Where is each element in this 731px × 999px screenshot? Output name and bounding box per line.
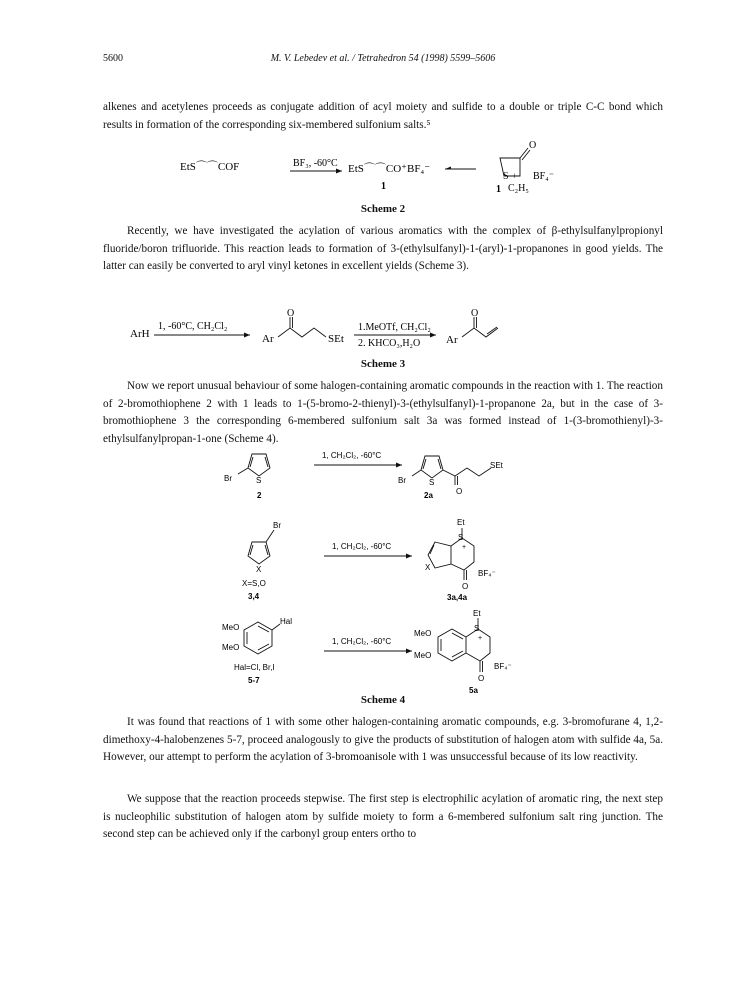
row3-product-et: Et	[473, 609, 481, 618]
row2-label: 3,4	[248, 592, 260, 601]
row2-product-label: 3a,4a	[447, 593, 468, 602]
scheme3-intermediate-chain	[278, 328, 326, 337]
scheme2-cyclic-plus: +	[512, 171, 518, 181]
row3-label: 5-7	[248, 676, 260, 685]
row1-thiophene-ring	[248, 454, 270, 476]
row2-product-o: O	[462, 582, 469, 591]
row3-product-s: S	[474, 624, 480, 633]
scheme2-cyclic-label: 1	[496, 184, 501, 195]
row3-product-o: O	[478, 674, 485, 683]
scheme3-intermediate-o: O	[287, 308, 295, 319]
row1-arrow-head	[396, 463, 402, 468]
row2-product-et: Et	[457, 518, 465, 527]
scheme2-cyclic-bf4: BF₄⁻	[533, 171, 554, 182]
row3-product-6ring	[466, 629, 490, 661]
running-title: M. V. Lebedev et al. / Tetrahedron 54 (1998) 5599–5606	[270, 53, 496, 64]
scheme3-intermediate-ar: Ar	[262, 333, 274, 345]
paragraph-1: alkenes and acetylenes proceeds as conjugate addition of acyl moiety and sulfide to a double or triple C-C bond which results in formation of the corresponding six-membered sulfonium salts.⁵	[103, 101, 663, 131]
row2-br: Br	[273, 521, 281, 530]
scheme3-reagent1: 1, -60°C, CH₂Cl₂	[158, 321, 228, 332]
row1-product-s: S	[429, 478, 435, 487]
scheme3-product-o: O	[471, 308, 479, 319]
scheme3-arrow2-head	[430, 333, 436, 338]
scheme2-cyclic-s: S	[503, 171, 509, 182]
row3-hal: Hal	[280, 617, 293, 626]
scheme2-co-double	[522, 150, 530, 160]
scheme2-co-bond	[520, 148, 528, 158]
row2-br-bond	[266, 530, 274, 542]
row2-product-5ring	[428, 542, 451, 568]
row1-product-ring	[421, 456, 443, 478]
scheme-2-figure	[180, 136, 580, 198]
row1-product-o: O	[456, 487, 463, 496]
scheme3-reactant: ArH	[130, 328, 150, 340]
row3-hal-def: Hal=Cl, Br,I	[234, 663, 275, 672]
scheme-4-caption: Scheme 4	[360, 694, 406, 706]
row1-product-set: SEt	[490, 461, 503, 470]
scheme4-row1	[224, 451, 504, 500]
row3-meo1: MeO	[222, 623, 240, 632]
scheme2-cyclic-o: O	[529, 140, 537, 151]
row1-br-bond	[238, 468, 248, 474]
row3-benzene-ring	[244, 622, 272, 654]
scheme3-arrow1-head	[244, 333, 250, 338]
scheme3-product-ar: Ar	[446, 334, 458, 346]
row3-hal-bond	[272, 624, 280, 630]
paragraph-4: It was found that reactions of 1 with some other halogen-containing aromatic compounds, e.g. 3-bromofurane 4, 1,2-dimethoxy-4-halobenzenes 5-7, proceed analogously to give the products of substitution of halogen atom with sulfide 4a, 5a. However, our attempt to perform the acylation of 3-bromoanisole with 1 was unsuccessful because of its low reactivity.	[103, 716, 663, 764]
row2-product-s: S	[458, 533, 464, 542]
row1-product-br: Br	[398, 476, 406, 485]
row1-product-br-bond	[412, 470, 421, 476]
scheme3-product-chain	[462, 328, 498, 337]
row3-arrow-head	[406, 649, 412, 654]
scheme2-product: EtS⌒⌒CO⁺BF₄⁻	[348, 163, 431, 175]
row2-x-def: X=S,O	[242, 579, 266, 588]
row2-product-plus: +	[462, 544, 467, 551]
row2-arrow-head	[406, 554, 412, 559]
row1-product-label: 2a	[424, 491, 433, 500]
row1-label: 2	[257, 491, 262, 500]
row3-product-benzene	[438, 629, 466, 661]
scheme3-reagent2-bottom: 2. KHCO₃,H₂O	[358, 338, 421, 349]
scheme-3-caption: Scheme 3	[360, 358, 406, 370]
page-number: 5600	[103, 53, 123, 64]
row2-product-x: X	[425, 563, 431, 572]
scheme3-reagent2-top: 1.MeOTf, CH₂Cl₂	[358, 322, 431, 333]
scheme-3-figure	[130, 308, 580, 352]
row3-product-meo1: MeO	[414, 629, 432, 638]
scheme2-cyclic-et: C₂H₅	[508, 183, 529, 194]
row2-conditions: 1, CH₂Cl₂, -60°C	[332, 542, 392, 551]
scheme2-reactant: EtS⌒⌒COF	[180, 161, 240, 173]
paragraph-3: Now we report unusual behaviour of some halogen-containing aromatic compounds in the reaction with 1. The reaction of 2-bromothiophene 2 with 1 leads to 1-(5-bromo-2-thienyl)-3-(ethylsulfanyl)-1-propanone 2a, but in the case of 3-bromothiophene 3 the corresponding 6-membered sulfonium salt 3a was formed instead of 1-(3-bromothienyl)-3-ethylsulfanylpropan-1-one (Scheme 4).	[103, 380, 663, 446]
row3-product-label: 5a	[469, 686, 478, 695]
row3-product-plus: +	[478, 635, 483, 642]
scheme2-arrow-head	[336, 169, 342, 174]
scheme4-row2	[242, 518, 496, 602]
scheme2-reagent: BF₃, -60°C	[293, 158, 338, 169]
scheme4-row3	[222, 609, 512, 695]
row3-conditions: 1, CH₂Cl₂, -60°C	[332, 637, 392, 646]
paragraph-5: We suppose that the reaction proceeds stepwise. The first step is electrophilic acylation of aromatic ring, the next step is nucleophilic substitution of halogen atom by sulfide moiety to form a 6-membered sulfonium salt ring junction. The second step can be achieved only if the carbonyl group enters ortho to	[103, 793, 663, 841]
paragraph-2: Recently, we have investigated the acylation of various aromatics with the complex of β-ethylsulfanylpropionyl fluoride/boron trifluoride. This reaction leads to formation of 3-(ethylsulfanyl)-1-(aryl)-1-propanones in good yields. The latter can easily be converted to aryl vinyl ketones in excellent yields (Scheme 3).	[103, 225, 663, 273]
row2-product-6ring	[451, 538, 474, 570]
row2-ring	[248, 542, 270, 564]
scheme3-intermediate-set: SEt	[328, 333, 344, 345]
row1-product-chain	[443, 468, 491, 476]
row3-product-meo2: MeO	[414, 651, 432, 660]
row2-x: X	[256, 565, 262, 574]
row2-product-bf4: BF₄⁻	[478, 569, 496, 578]
row1-conditions: 1, CH₂Cl₂, -60°C	[322, 451, 382, 460]
row3-meo2: MeO	[222, 643, 240, 652]
scheme2-product-label: 1	[381, 181, 386, 192]
row1-s: S	[256, 476, 262, 485]
row3-product-bf4: BF₄⁻	[494, 662, 512, 671]
row1-br: Br	[224, 474, 232, 483]
scheme-2-caption: Scheme 2	[360, 203, 406, 215]
